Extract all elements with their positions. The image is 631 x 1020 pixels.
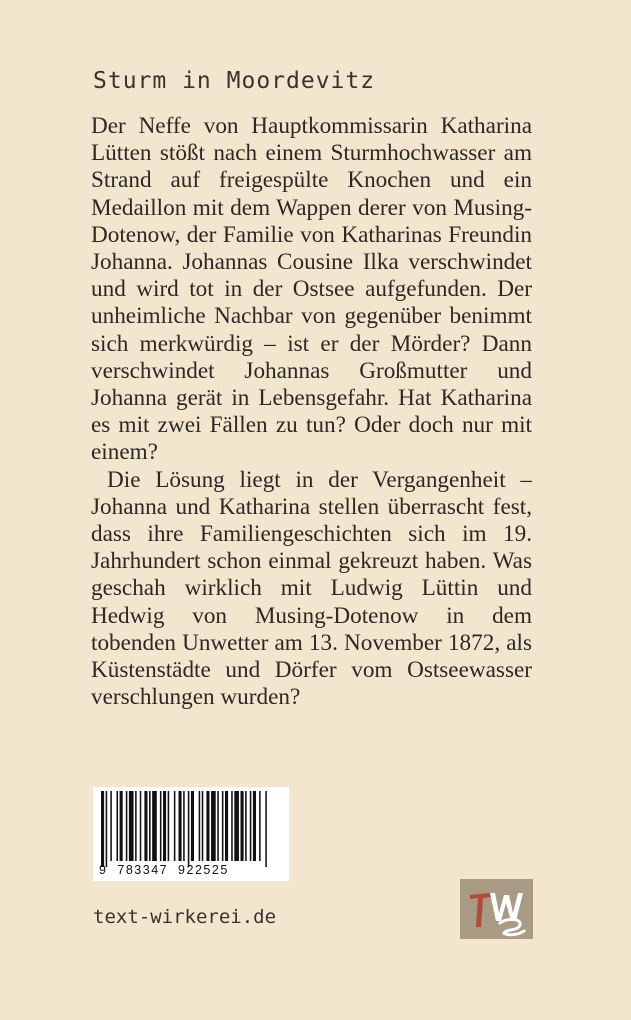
blurb-paragraph-1: Der Neffe von Hauptkommissarin Katharina Lütten stößt nach einem Sturmhochwasser am Strand auf freigespülte Knochen und ein Medaillon mit dem Wappen derer von Musing-Dotenow, der Familie von Katharinas Freundin Johanna. Johannas Cousine Ilka verschwindet und wird tot in der Ostsee aufgefunden. Der unheimliche Nachbar von gegenüber benimmt sich merkwürdig – ist er der Mörder? Dann verschwindet Johannas Großmutter und Johanna gerät in Lebensgefahr. Hat Katharina es mit zwei Fällen zu tun? Oder doch nur mit einem? xyxy=(91,113,532,466)
isbn-barcode xyxy=(93,787,289,881)
book-blurb xyxy=(91,113,532,711)
book-title: Sturm in Moordevitz xyxy=(93,68,376,94)
isbn-number: 9 783347 922525 xyxy=(99,863,229,877)
publisher-website: text-wirkerei.de xyxy=(93,906,277,928)
publisher-logo xyxy=(460,879,533,939)
blurb-paragraph-2: Die Lösung liegt in der Vergangenheit – Johanna und Katharina stellen überrascht fest, dass ihre Familiengeschichten sich im 19. Jahrhundert schon einmal gekreuzt haben. Was geschah wirklich mit Ludwig Lüttin und Hedwig von Musing-Dotenow in dem tobenden Unwetter am 13. November 1872, als Küstenstädte und Dörfer vom Ostseewasser verschlungen wurden? xyxy=(91,466,532,711)
